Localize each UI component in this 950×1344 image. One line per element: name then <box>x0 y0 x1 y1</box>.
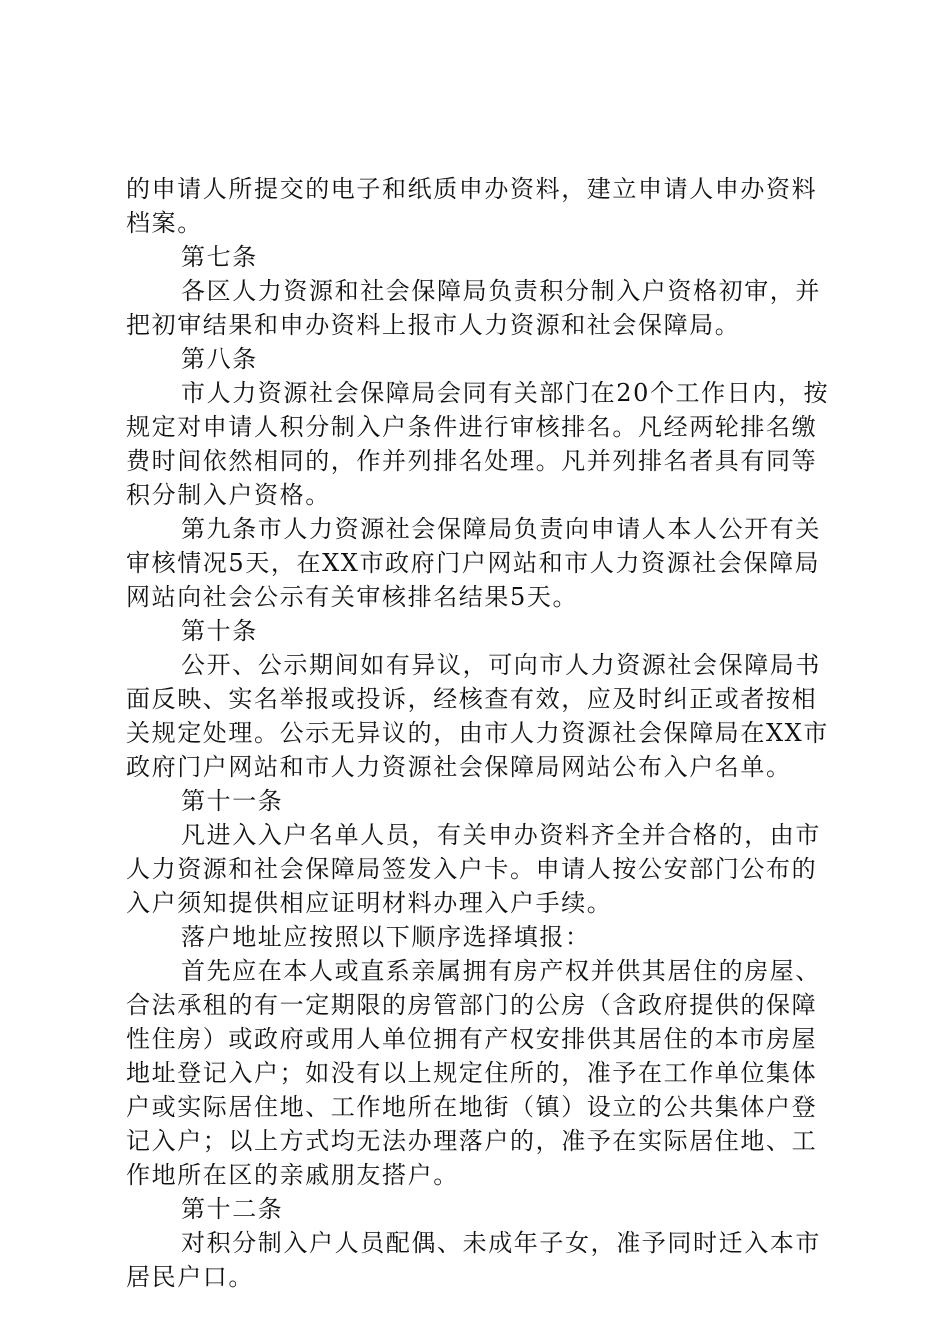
text-line: 各区人力资源和社会保障局负责积分制入户资格初审，并 <box>181 277 821 305</box>
text-line: 地址登记入户；如没有以上规定住所的，准予在工作单位集体 <box>126 1059 818 1087</box>
text-line: 居民户口。 <box>126 1263 254 1291</box>
text-line: 户或实际居住地、工作地所在地街（镇）设立的公共集体户登 <box>126 1093 818 1121</box>
text-line: 面反映、实名举报或投诉，经核查有效，应及时纠正或者按相 <box>126 685 818 713</box>
text-line: 落户地址应按照以下顺序选择填报： <box>181 923 591 951</box>
text-line: 费时间依然相同的，作并列排名处理。凡并列排名者具有同等 <box>126 447 818 475</box>
text-line: 把初审结果和申办资料上报市人力资源和社会保障局。 <box>126 311 741 339</box>
text-line: 积分制入户资格。 <box>126 481 331 509</box>
text-line: 的申请人所提交的电子和纸质申办资料，建立申请人申办资料 <box>126 175 818 203</box>
text-line: 公开、公示期间如有异议，可向市人力资源社会保障局书 <box>181 651 821 679</box>
document-page <box>126 172 834 1294</box>
text-line: 市人力资源社会保障局会同有关部门在20个工作日内，按 <box>181 379 830 407</box>
text-line: 凡进入入户名单人员，有关申办资料齐全并合格的，由市 <box>181 821 821 849</box>
text-line: 关规定处理。公示无异议的，由市人力资源社会保障局在XX市 <box>126 719 829 747</box>
article-heading: 第十二条 <box>181 1195 284 1223</box>
text-line: 首先应在本人或直系亲属拥有房产权并供其居住的房屋、 <box>181 957 821 985</box>
text-line: 档案。 <box>126 209 203 237</box>
article-heading: 第十一条 <box>181 787 284 815</box>
article-heading: 第八条 <box>181 345 258 373</box>
text-line: 第九条市人力资源社会保障局负责向申请人本人公开有关 <box>181 515 821 543</box>
text-line: 作地所在区的亲戚朋友搭户。 <box>126 1161 459 1189</box>
article-heading: 第十条 <box>181 617 258 645</box>
article-heading: 第七条 <box>181 243 258 271</box>
text-line: 人力资源和社会保障局签发入户卡。申请人按公安部门公布的 <box>126 855 818 883</box>
text-line: 记入户；以上方式均无法办理落户的，准予在实际居住地、工 <box>126 1127 818 1155</box>
text-line: 政府门户网站和市人力资源社会保障局网站公布入户名单。 <box>126 753 792 781</box>
text-line: 入户须知提供相应证明材料办理入户手续。 <box>126 889 613 917</box>
text-line: 对积分制入户人员配偶、未成年子女，准予同时迁入本市 <box>181 1229 821 1257</box>
text-line: 网站向社会公示有关审核排名结果5天。 <box>126 583 579 611</box>
text-line: 性住房）或政府或用人单位拥有产权安排供其居住的本市房屋 <box>126 1025 818 1053</box>
text-line: 审核情况5天，在XX市政府门户网站和市人力资源社会保障局 <box>126 549 821 577</box>
text-line: 合法承租的有一定期限的房管部门的公房（含政府提供的保障 <box>126 991 818 1019</box>
text-line: 规定对申请人积分制入户条件进行审核排名。凡经两轮排名缴 <box>126 413 818 441</box>
